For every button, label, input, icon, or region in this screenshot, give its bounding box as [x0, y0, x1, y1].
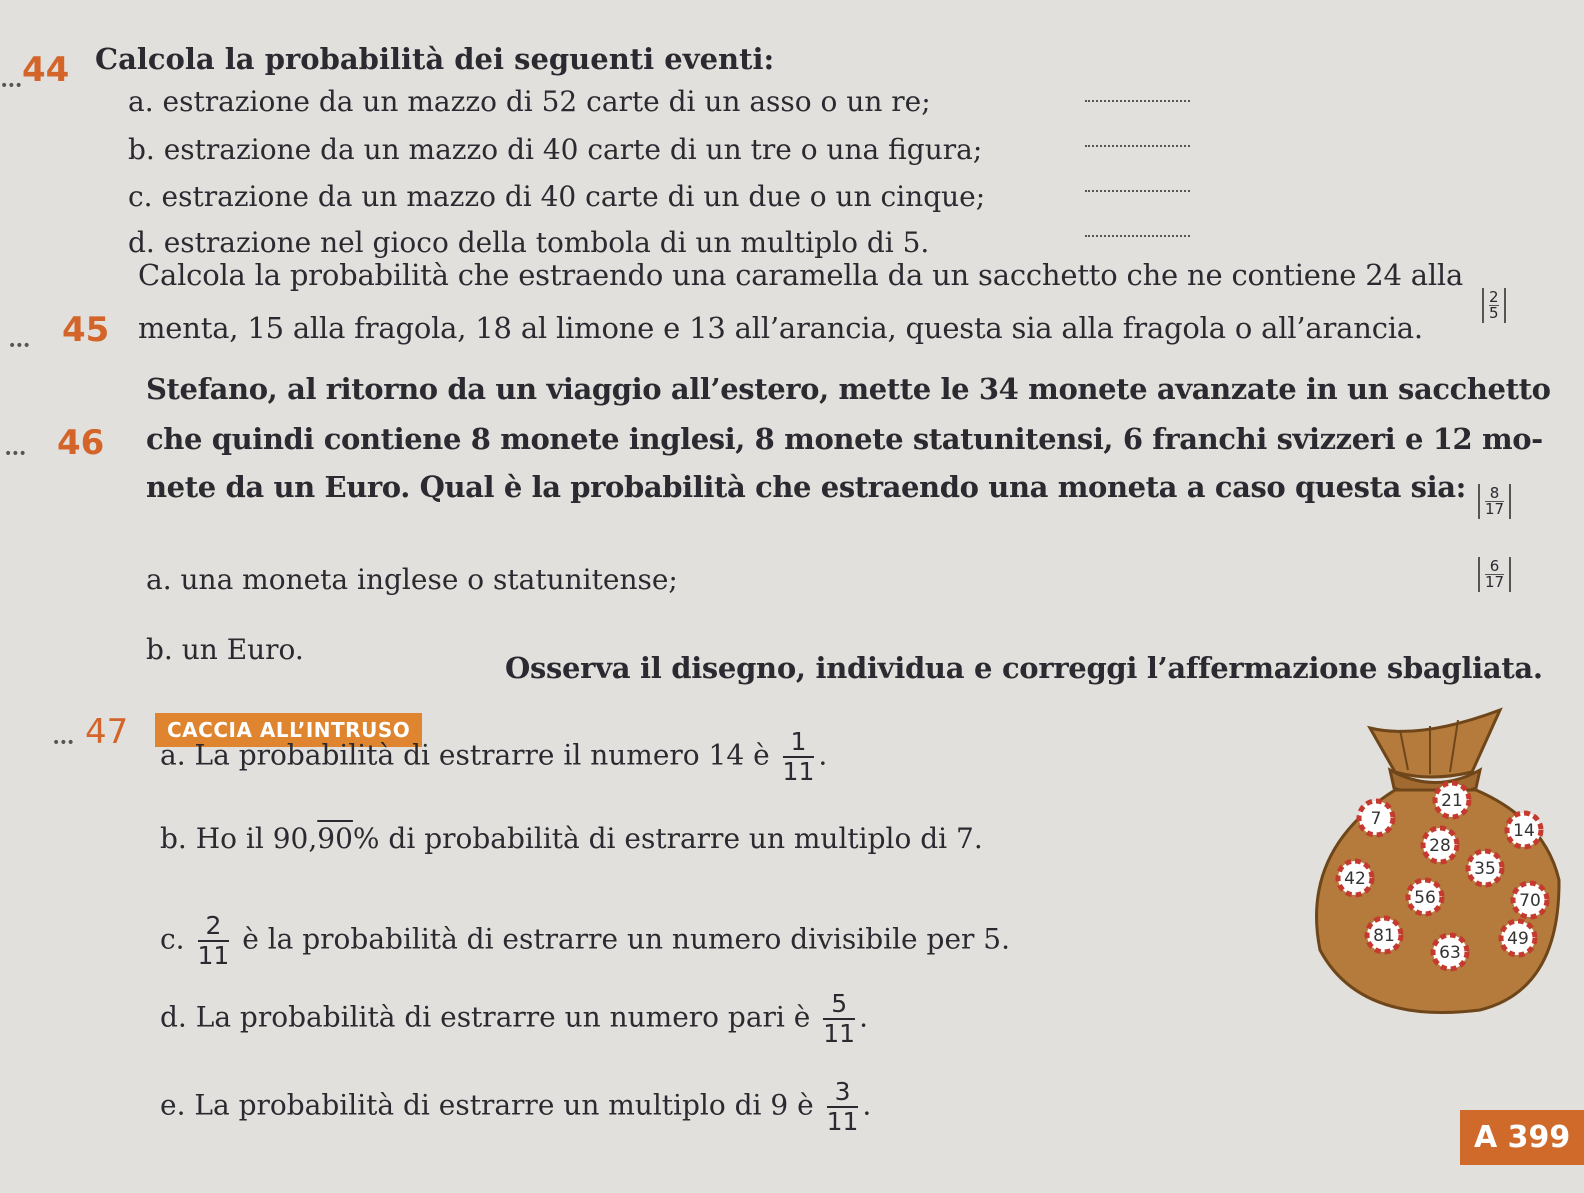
ex47-item-d: d. La probabilità di estrarre un numero pari è $\frac{5}{11}$ .: [160, 989, 868, 1048]
bag-token: [1507, 813, 1541, 847]
bag-token: [1367, 918, 1401, 952]
svg-text:21: 21: [1441, 791, 1463, 811]
svg-text:35: 35: [1474, 859, 1496, 879]
ex44-item-c: c. estrazione da un mazzo di 40 carte di un due o un cinque;: [128, 180, 986, 213]
ex47-item-b: b. Ho il 90,90% di probabilità di estrarre un multiplo di 7.: [160, 822, 983, 855]
ex47-title: Osserva il disegno, individua e correggi l’affermazione sbagliata.: [505, 651, 1543, 685]
ex45-answer: 2 5: [1482, 288, 1506, 323]
svg-text:81: 81: [1373, 926, 1395, 946]
ex46-answer-a: 8 17: [1478, 484, 1511, 519]
ex45-level: •••: [8, 338, 30, 354]
bag-token: [1501, 921, 1535, 955]
ex46-level: •••: [4, 446, 26, 462]
answer-blank: [1085, 235, 1190, 237]
bag-token: [1359, 801, 1393, 835]
ex45-number: 45: [62, 310, 110, 350]
periodic-digits: 90: [317, 822, 353, 855]
ex44-item-d: d. estrazione nel gioco della tombola di un multiplo di 5.: [128, 226, 930, 259]
bag-token: [1423, 828, 1457, 862]
svg-text:28: 28: [1429, 836, 1451, 856]
bag-illustration: [1300, 700, 1559, 1020]
ex44-number: 44: [22, 50, 70, 90]
ex47-item-a: a. La probabilità di estrarre il numero 14 è $\frac{1}{11}$ .: [160, 727, 828, 786]
answer-blank: [1085, 145, 1190, 147]
bag-token: [1408, 880, 1442, 914]
svg-text:42: 42: [1344, 869, 1366, 889]
ex47-item-c: c. $\frac{2}{11}$ è la probabilità di estrarre un numero divisibile per 5.: [160, 911, 1011, 970]
svg-text:63: 63: [1439, 943, 1461, 963]
answer-blank: [1085, 100, 1190, 102]
bag-token: [1435, 783, 1469, 817]
ex46-number: 46: [57, 423, 105, 463]
ex46-answer-b: 6 17: [1478, 557, 1511, 592]
ex44-title: Calcola la probabilità dei seguenti eventi:: [95, 42, 775, 76]
bag-token: [1468, 851, 1502, 885]
ex45-line2: menta, 15 alla fragola, 18 al limone e 13 all’arancia, questa sia alla fragola o all’arancia.: [138, 311, 1423, 345]
svg-text:56: 56: [1414, 888, 1436, 908]
answer-blank: [1085, 190, 1190, 192]
ex46-line2: che quindi contiene 8 monete inglesi, 8 monete statunitensi, 6 franchi svizzeri e 12 mo-: [146, 422, 1543, 456]
bag-token: [1433, 935, 1467, 969]
ex46-line3: nete da un Euro. Qual è la probabilità che estraendo una moneta a caso questa sia:: [146, 470, 1466, 504]
bag-token: [1513, 883, 1547, 917]
ex44-level: •••: [0, 78, 22, 94]
ex46-line1: Stefano, al ritorno da un viaggio all’estero, mette le 34 monete avanzate in un sacchetto: [146, 372, 1551, 406]
ex47-level: •••: [52, 735, 74, 751]
svg-text:14: 14: [1513, 821, 1535, 841]
ex47-item-e: e. La probabilità di estrarre un multiplo di 9 è $\frac{3}{11}$ .: [160, 1077, 872, 1136]
svg-text:70: 70: [1519, 891, 1541, 911]
ex44-item-b: b. estrazione da un mazzo di 40 carte di un tre o una figura;: [128, 133, 983, 166]
page-number: A 399: [1460, 1110, 1584, 1165]
ex45-line1: Calcola la probabilità che estraendo una caramella da un sacchetto che ne contiene 24 alla: [138, 258, 1464, 292]
ex46-item-a: a. una moneta inglese o statunitense;: [146, 563, 678, 596]
svg-text:49: 49: [1507, 929, 1529, 949]
ex44-item-a: a. estrazione da un mazzo di 52 carte di un asso o un re;: [128, 85, 931, 118]
ex46-item-b: b. un Euro.: [146, 633, 304, 666]
ex47-number: 47: [85, 712, 129, 752]
bag-token: [1338, 861, 1372, 895]
svg-text:7: 7: [1370, 809, 1382, 829]
ex47-tag: CACCIA ALL’INTRUSO: [155, 713, 422, 747]
